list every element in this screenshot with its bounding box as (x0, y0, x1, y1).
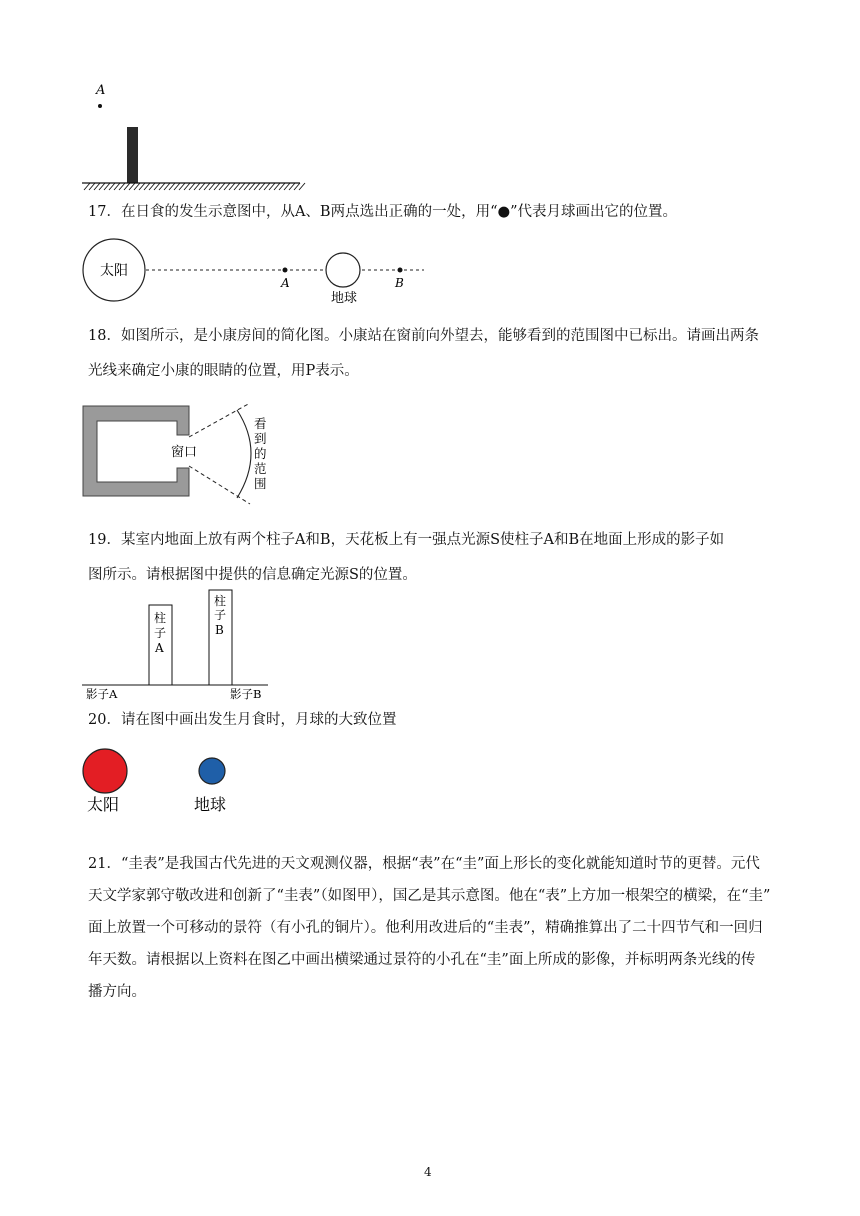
hatch-mark (124, 183, 130, 190)
hatch-mark (154, 183, 160, 190)
window-label: 窗口 (171, 445, 198, 460)
hatch-mark (274, 183, 280, 190)
pillar-b-char: 柱 (214, 594, 227, 608)
hatch-mark (89, 183, 95, 190)
hatch-mark (149, 183, 155, 190)
hatch-mark (239, 183, 245, 190)
hatch-mark (159, 183, 165, 190)
question-19-line-1: 19．某室内地面上放有两个柱子A和B，天花板上有一强点光源S使柱子A和B在地面上形成的影子如 (88, 532, 725, 548)
hatch-mark (234, 183, 240, 190)
point-b-label: B (395, 276, 404, 290)
hatch-mark (299, 183, 305, 190)
earth-circle (326, 253, 360, 287)
question-21-line-2: 天文学家郭守敬改进和创新了“圭表”（如图甲），国乙是其示意图。他在“表”上方加一根架空的横梁，在“圭” (88, 888, 771, 904)
hatch-mark (109, 183, 115, 190)
question-17: 17．在日食的发生示意图中，从A、B两点选出正确的一处，用“●”代表月球画出它的位置。 (88, 204, 678, 220)
range-char: 到 (254, 431, 267, 446)
hatch-mark (254, 183, 260, 190)
pillar-a-char: A (155, 641, 164, 655)
hatch-mark (194, 183, 200, 190)
hatch-mark (219, 183, 225, 190)
figure-q17 (80, 236, 440, 308)
question-18-line-2: 光线来确定小康的眼睛的位置，用P表示。 (88, 363, 359, 379)
range-char: 围 (254, 476, 267, 491)
hatch-mark (244, 183, 250, 190)
point-a-label: A (281, 276, 290, 290)
view-line-bottom (189, 466, 250, 504)
earth-circle (199, 758, 225, 784)
range-label (254, 416, 267, 491)
hatch-mark (164, 183, 170, 190)
figure-q19 (80, 588, 280, 703)
hatch-mark (229, 183, 235, 190)
sun-label: 太阳 (100, 263, 128, 279)
range-char: 的 (254, 446, 267, 461)
pillar-b-char: B (215, 623, 224, 637)
pillar-b-char: 子 (214, 608, 227, 622)
figure-q18 (80, 398, 290, 510)
hatch-mark (264, 183, 270, 190)
earth-label: 地球 (331, 291, 358, 306)
hatch-mark (294, 183, 300, 190)
figure-q20 (78, 744, 248, 816)
pole (127, 127, 138, 183)
ground-hatch (84, 183, 305, 190)
question-21-line-4: 年天数。请根据以上资料在图乙中画出横梁通过景符的小孔在“圭”面上所成的影像，并标明两条光线的传 (88, 952, 756, 968)
earth-label: 地球 (194, 795, 227, 814)
view-line-top (189, 403, 250, 437)
shadow-b-label: 影子B (230, 687, 262, 701)
hatch-mark (179, 183, 185, 190)
question-20: 20．请在图中画出发生月食时，月球的大致位置 (88, 712, 397, 728)
hatch-mark (184, 183, 190, 190)
question-21-line-1: 21．“圭表”是我国古代先进的天文观测仪器，根据“表”在“圭”面上形长的变化就能知道时节的更替。元代 (88, 856, 760, 872)
view-range-arc (237, 410, 251, 498)
page-number: 4 (424, 1165, 432, 1179)
point-a-label: A (96, 83, 106, 98)
hatch-mark (289, 183, 295, 190)
hatch-mark (104, 183, 110, 190)
hatch-mark (119, 183, 125, 190)
point-b-dot (398, 268, 403, 273)
hatch-mark (259, 183, 265, 190)
point-a (98, 104, 102, 108)
hatch-mark (189, 183, 195, 190)
hatch-mark (174, 183, 180, 190)
hatch-mark (144, 183, 150, 190)
question-19-line-2: 图所示。请根据图中提供的信息确定光源S的位置。 (88, 567, 417, 583)
question-21-line-3: 面上放置一个可移动的景符（有小孔的铜片）。他利用改进后的“圭表”，精确推算出了二十四节气和一回归 (88, 920, 763, 936)
hatch-mark (199, 183, 205, 190)
range-char: 范 (254, 461, 267, 476)
hatch-mark (279, 183, 285, 190)
pillar-a-char: 子 (154, 626, 167, 640)
hatch-mark (114, 183, 120, 190)
hatch-mark (284, 183, 290, 190)
question-18-line-1: 18．如图所示，是小康房间的简化图。小康站在窗前向外望去，能够看到的范围图中已标出。请画出两条 (88, 328, 759, 344)
hatch-mark (249, 183, 255, 190)
hatch-mark (94, 183, 100, 190)
hatch-mark (99, 183, 105, 190)
sun-circle (83, 749, 127, 793)
hatch-mark (134, 183, 140, 190)
hatch-mark (169, 183, 175, 190)
question-21-line-5: 播方向。 (88, 984, 146, 1000)
hatch-mark (84, 183, 90, 190)
hatch-mark (209, 183, 215, 190)
point-a-dot (283, 268, 288, 273)
hatch-mark (129, 183, 135, 190)
shadow-a-label: 影子A (86, 687, 118, 701)
hatch-mark (139, 183, 145, 190)
figure-q16 (78, 78, 308, 193)
pillar-a-char: 柱 (154, 611, 167, 625)
range-char: 看 (254, 416, 267, 431)
hatch-mark (204, 183, 210, 190)
hatch-mark (224, 183, 230, 190)
sun-label: 太阳 (87, 795, 120, 814)
hatch-mark (214, 183, 220, 190)
hatch-mark (269, 183, 275, 190)
